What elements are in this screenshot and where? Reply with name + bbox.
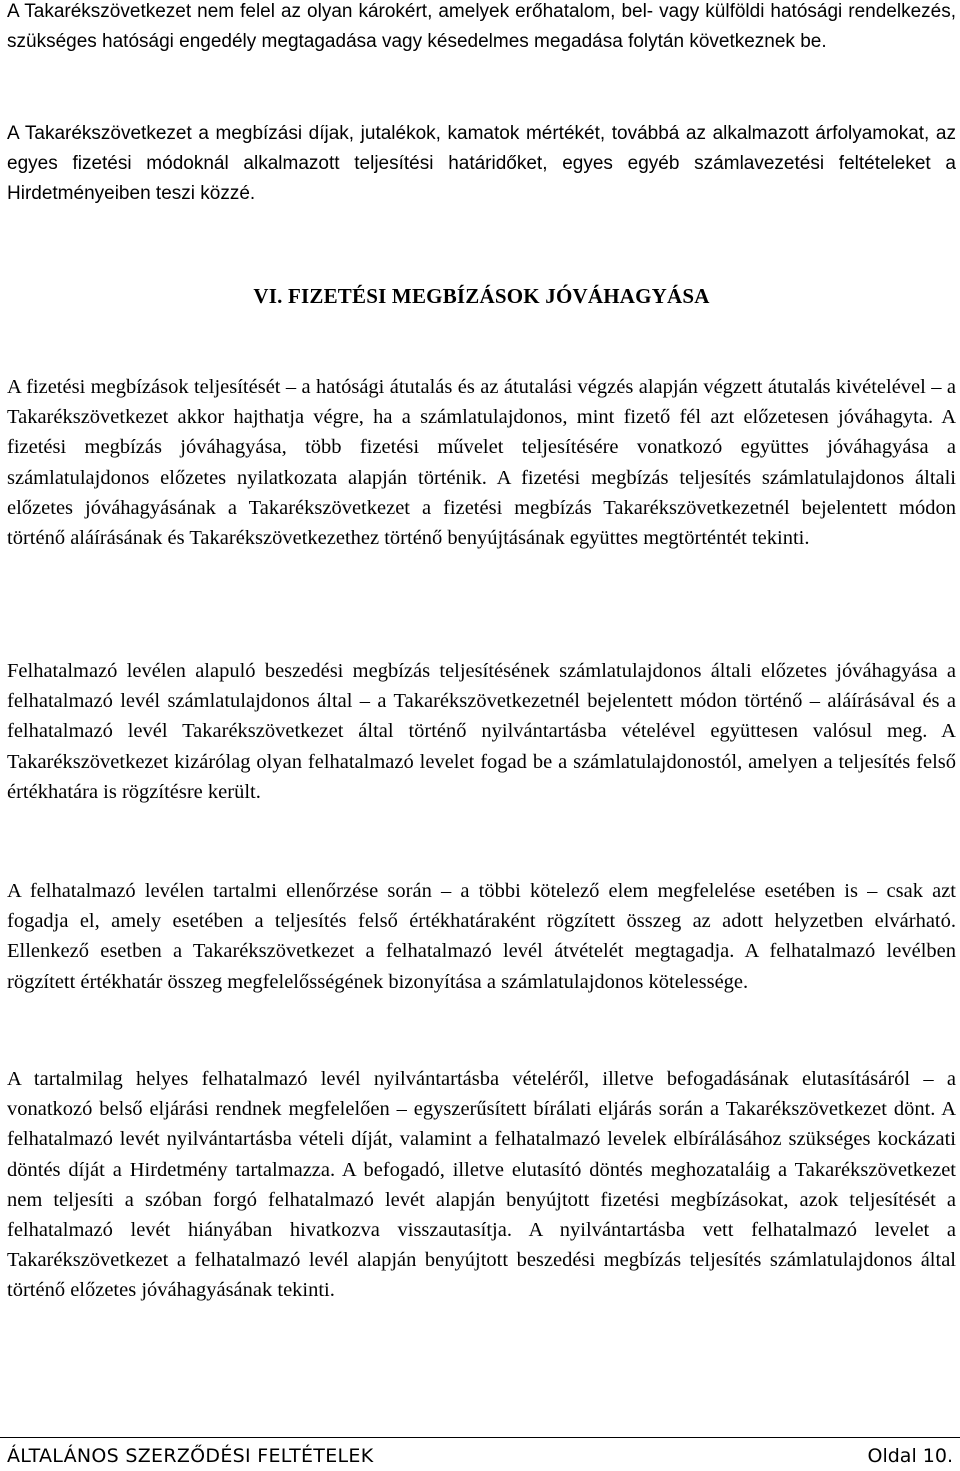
paragraph-content-check: A felhatalmazó levélen tartalmi ellenőrzése során – a többi kötelező elem megfelelése esetében is – csak azt fogadja el, amely esetében a teljesítés felső értékhatáraként rögzített összeg az adott helyzetben elvárható. Ellenkező esetben a Takarékszövetkezet a felhatalmazó levél átvételét megtagadja. A felhatalmazó levélben rögzített értékhatár összeg megfelelősségének bizonyítása a számlatulajdonos kötelessége. — [7, 880, 956, 993]
paragraph-authorization-letter: Felhatalmazó levélen alapuló beszedési megbízás teljesítésének számlatulajdonos általi előzetes jóváhagyása a felhatalmazó levél számlatulajdonos által – a Takarékszövetkezetnél bejelentett módon történő – aláírásával és a felhatalmazó levél Takarékszövetkezet által történő nyilvántartásba vételével együttesen valósul meg. A Takarékszövetkezet kizárólag olyan felhatalmazó levelet fogad be a számlatulajdonostól, amelyen a teljesítés felső értékhatára is rögzítésre került. — [7, 660, 956, 803]
footer-divider — [0, 1437, 960, 1438]
paragraph-registration-decision: A tartalmilag helyes felhatalmazó levél nyilvántartásba vételéről, illetve befogadásának elutasításáról – a vonatkozó belső eljárási rendnek megfelelően – egyszerűsített bírálati eljárás során a Takarékszövetkezet dönt. A felhatalmazó levét nyilvántartásba vételi díját, valamint a felhatalmazó levelek elbírálásához szükséges kockázati döntés díját a Hirdetmény tartalmazza. A befogadó, illetve elutasító döntés meghozataláig a Takarékszövetkezet nem teljesíti a szóban forgó felhatalmazó levét alapján benyújtott fizetési megbízásokat, azok teljesítését a felhatalmazó levét hiányában hivatkozva visszautasítja. A nyilvántartásba vett felhatalmazó levelet a Takarékszövetkezet a felhatalmazó levél alapján benyújtott beszedési megbízás teljesítés számlatulajdonos által történő előzetes jóváhagyásának tekinti. — [7, 1068, 956, 1302]
page-footer — [7, 1441, 953, 1471]
paragraph-liability: A Takarékszövetkezet nem felel az olyan károkért, amelyek erőhatalom, bel- vagy külföldi hatósági rendelkezés, szükséges hatósági engedély megtagadása vagy késedelmes megadása folytán következnek be. — [7, 1, 956, 53]
section-heading: VI. FIZETÉSI MEGBÍZÁSOK JÓVÁHAGYÁSA — [253, 284, 710, 308]
paragraph-fees-publication: A Takarékszövetkezet a megbízási díjak, jutalékok, kamatok mértékét, továbbá az alkalmazott árfolyamokat, az egyes fizetési módoknál alkalmazott teljesítési határidőket, egyes egyéb számlavezetési feltételeket a Hirdetményeiben teszi közzé. — [7, 123, 956, 205]
page-number: Oldal 10. — [867, 1445, 953, 1467]
footer-title: ÁLTALÁNOS SZERZŐDÉSI FELTÉTELEK — [7, 1445, 374, 1467]
paragraph-payment-approval: A fizetési megbízások teljesítését – a hatósági átutalás és az átutalási végzés alapján végzett átutalás kivételével – a Takarékszövetkezet akkor hajthatja végre, ha a számlatulajdonos, mint fizető fél azt előzetesen jóváhagyta. A fizetési megbízás jóváhagyása, több fizetési művelet teljesítésére vonatkozó együttes jóváhagyása a számlatulajdonos előzetes nyilatkozata alapján történik. A fizetési megbízás teljesítés számlatulajdonos általi előzetes jóváhagyásának a Takarékszövetkezet a fizetési megbízás Takarékszövetkezetnél bejelentett módon történő aláírásának és Takarékszövetkezethez történő benyújtásának együttes megtörténtét tekinti. — [7, 376, 956, 550]
document-page — [7, 0, 956, 1471]
